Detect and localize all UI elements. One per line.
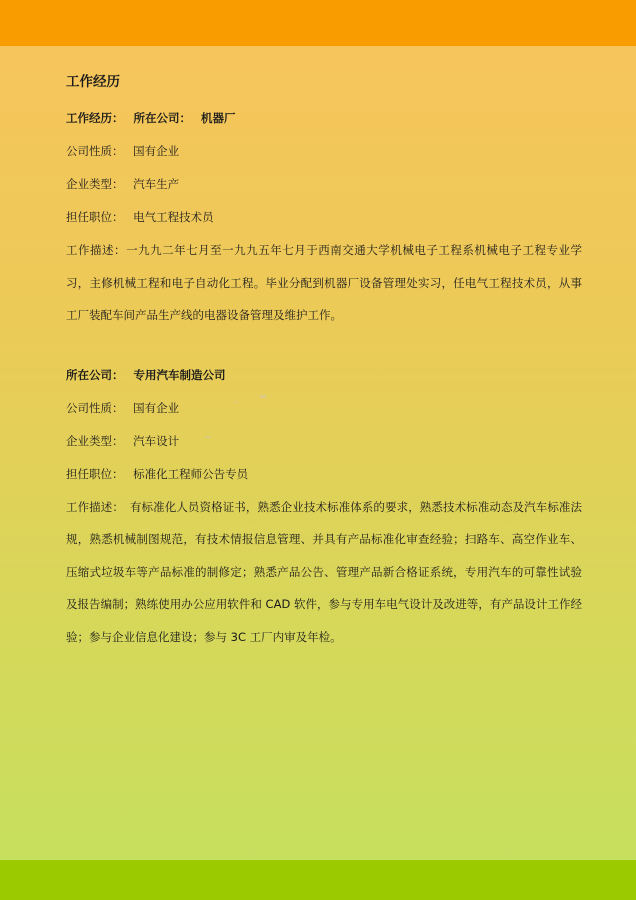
job1-desc: 一九九二年七月至一九九五年七月于西南交通大学机械电子工程系机械电子工程专业学习，主修机械工程和电子自动化工程。毕业分配到机器厂设备管理处实习，任电气工程技术员，从事工厂装配车间产品生产线的电器设备管理及维护工作。 bbox=[66, 243, 582, 322]
job2-position-row bbox=[66, 466, 582, 483]
job2-company: 专用汽车制造公司 bbox=[133, 367, 226, 382]
job1-nature: 国有企业 bbox=[133, 144, 180, 158]
job1-nature-label: 公司性质： bbox=[66, 144, 124, 158]
job1-nature-row bbox=[66, 143, 582, 160]
job1-position-label: 担任职位： bbox=[66, 210, 124, 224]
job1-type: 汽车生产 bbox=[133, 177, 180, 191]
job1-header-label: 工作经历： bbox=[66, 111, 124, 125]
job2-nature-label: 公司性质： bbox=[66, 400, 124, 415]
job2-type-label: 企业类型： bbox=[66, 433, 124, 448]
scan-speck bbox=[205, 436, 210, 438]
job2-position: 标准化工程师公告专员 bbox=[133, 466, 249, 481]
job1-header-row bbox=[66, 110, 582, 127]
job2-type-row bbox=[66, 433, 582, 450]
section-gap bbox=[66, 348, 582, 367]
job2-nature: 国有企业 bbox=[133, 400, 180, 415]
job1-type-label: 企业类型： bbox=[66, 177, 124, 191]
job2-desc-label: 工作描述： bbox=[66, 499, 124, 514]
top-decorative-bar bbox=[0, 0, 636, 46]
job1-company-label: 所在公司： bbox=[133, 111, 192, 125]
bottom-decorative-bar bbox=[0, 860, 636, 900]
job1-desc-row bbox=[66, 234, 582, 332]
job2-type: 汽车设计 bbox=[133, 433, 180, 448]
job2-nature-row bbox=[66, 400, 582, 417]
resume-work-experience bbox=[66, 72, 582, 669]
job2-position-label: 担任职位： bbox=[66, 466, 124, 481]
job2-company-label: 所在公司： bbox=[66, 367, 124, 382]
job2-company-row bbox=[66, 367, 582, 384]
job2-desc-row bbox=[66, 491, 582, 654]
job2-desc: 有标准化人员资格证书，熟悉企业技术标准体系的要求，熟悉技术标准动态及汽车标准法规，熟悉机械制图规范，有技术情报信息管理、并具有产品标准化审查经验；扫路车、高空作业车、压缩式垃圾车等产品标准的制修定；熟悉产品公告、管理产品新合格证系统，专用汽车的可靠性试验及报告编制；熟练使用办公应用软件和 CAD 软件，参与专用车电气设计及改进等，有产品设计工作经验；参与企业信息化建设；参与 3C 工厂内审及年检。 bbox=[66, 499, 582, 644]
job1-company: 机器厂 bbox=[201, 111, 236, 125]
scan-speck bbox=[260, 395, 266, 398]
job1-position-row bbox=[66, 209, 582, 226]
scan-speck bbox=[235, 401, 238, 403]
job1-type-row bbox=[66, 176, 582, 193]
job1-desc-label: 工作描述： bbox=[66, 243, 127, 257]
section-title: 工作经历 bbox=[66, 74, 120, 90]
job1-position: 电气工程技术员 bbox=[133, 210, 214, 224]
